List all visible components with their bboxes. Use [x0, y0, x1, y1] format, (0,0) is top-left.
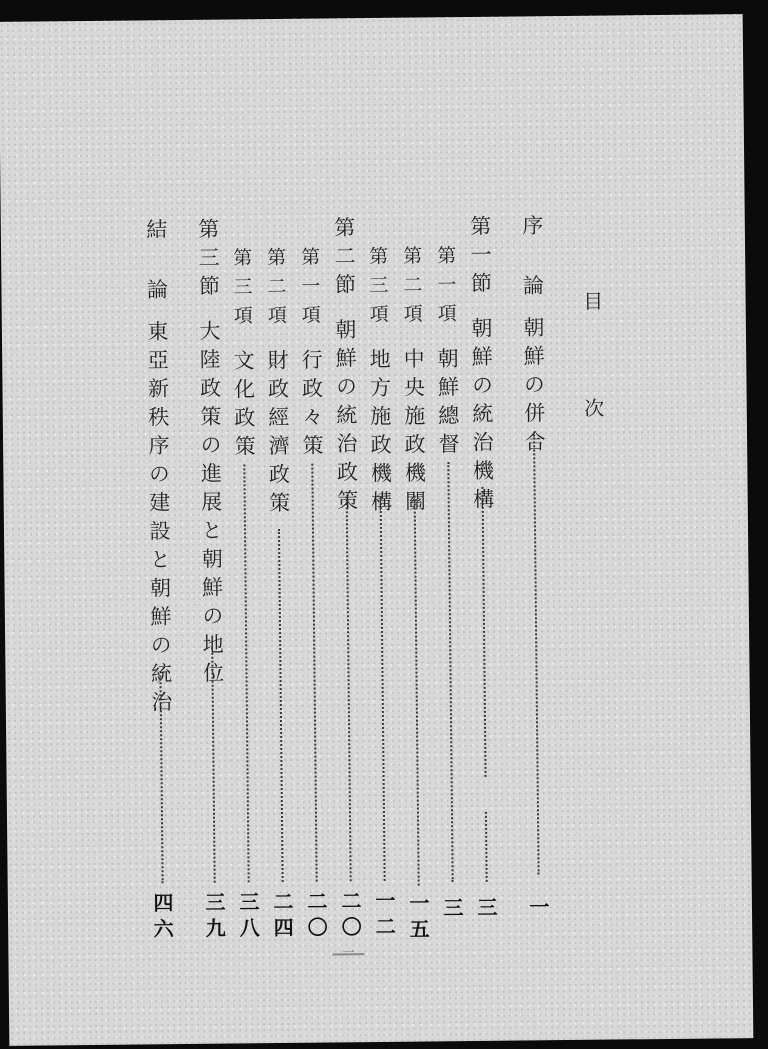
page-number: 二〇: [303, 890, 329, 943]
entry-title: 朝鮮總督: [435, 347, 461, 462]
entry-title: 財政經濟政策: [265, 348, 291, 521]
entry-title: 行政々策: [299, 348, 325, 463]
entry-label: 第三項: [366, 245, 389, 334]
entry-label-suffix: 論: [520, 274, 545, 303]
entry-title: 朝鮮の統治政策: [332, 318, 359, 518]
page-number: 四六: [149, 892, 175, 945]
page-number: 二〇: [337, 890, 363, 943]
page-number: 一二: [371, 889, 397, 943]
entry-label: 第二項: [400, 245, 423, 333]
page-number: 三八: [235, 891, 261, 944]
page-number: 三九: [201, 891, 227, 944]
entry-title: 朝鮮の併合: [520, 316, 547, 459]
entry-label: 第三節: [195, 217, 221, 304]
dot-leader: [311, 464, 319, 882]
page-number: 一五: [405, 892, 431, 945]
dot-leader: [485, 812, 490, 882]
page-number: 三: [439, 897, 465, 924]
dot-leader: [380, 496, 388, 881]
dot-leader: [447, 462, 455, 882]
entry-title: 東亞新秩序の建設と朝鮮の統治: [144, 320, 173, 720]
entry-label: 第三項: [230, 247, 253, 335]
heading-moku: 目: [579, 290, 604, 319]
entry-label: 序: [519, 214, 545, 243]
dot-leader: [278, 529, 286, 882]
entry-title: 大陸政策の進展と朝鮮の地位: [196, 319, 225, 691]
entry-label: 第二項: [264, 246, 287, 335]
page-number: 三: [473, 896, 499, 923]
entry-label: 第二節: [331, 216, 357, 302]
heading-ji: 次: [580, 397, 605, 426]
entry-title: 中央施政機關: [401, 347, 427, 519]
page-number: 一: [525, 896, 551, 923]
entry-title: 文化政策: [231, 349, 257, 464]
entry-label-suffix: 論: [144, 278, 169, 307]
entry-title: 朝鮮の統治機構: [468, 316, 495, 517]
entry-title: 地方施政機構: [367, 347, 393, 520]
entry-label: 第一項: [434, 245, 457, 333]
dot-leader: [346, 496, 354, 881]
dot-leader: [243, 464, 251, 882]
entry-label: 第一項: [298, 246, 321, 334]
folio-mark: 一: [342, 945, 355, 960]
toc-page: [0, 14, 753, 1046]
dot-leader: [414, 496, 422, 886]
dot-leader: [482, 487, 489, 777]
page-number: 二四: [269, 890, 295, 944]
entry-label: 第一節: [467, 214, 493, 301]
dot-leader: [533, 434, 542, 874]
entry-label: 結: [143, 218, 169, 247]
